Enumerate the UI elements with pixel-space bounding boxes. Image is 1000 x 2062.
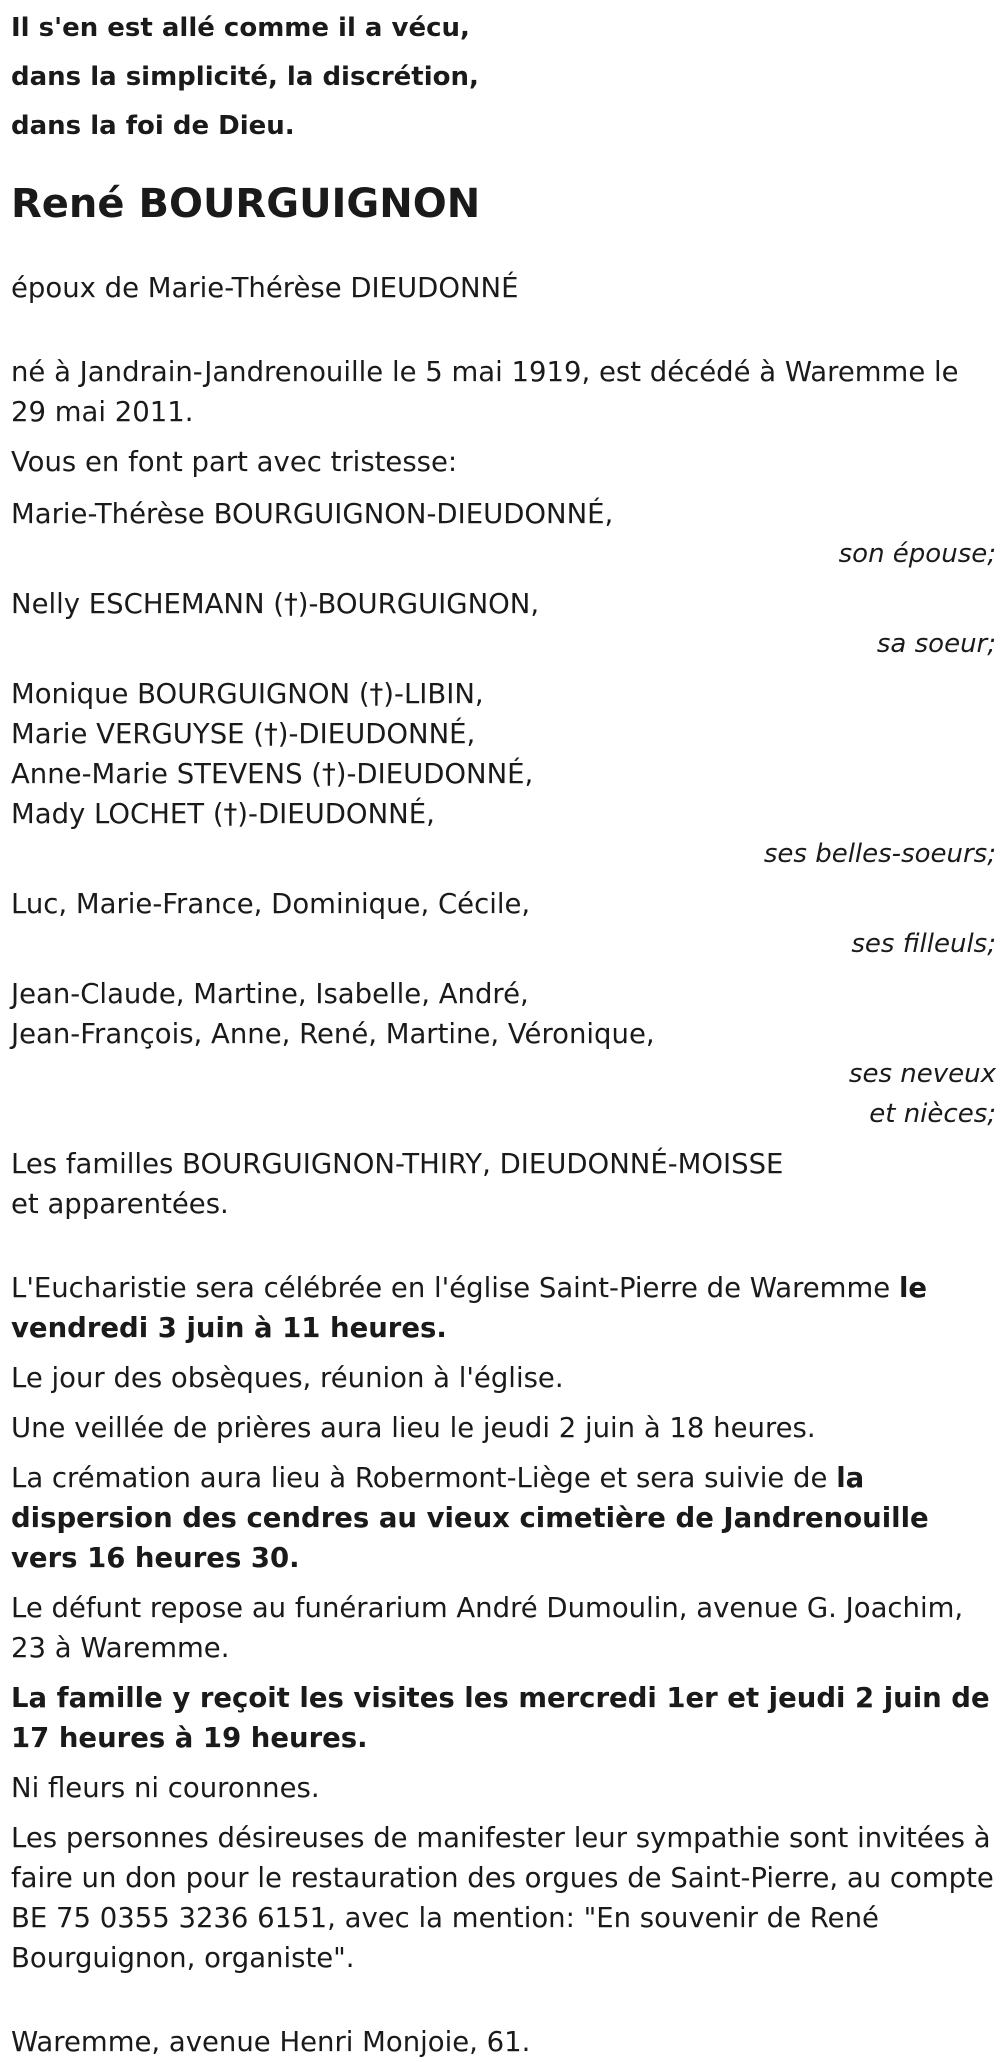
- family-role: ses neveux et nièces;: [848, 1059, 996, 1129]
- family-group-godchildren: [11, 884, 996, 964]
- family-role: sa soeur;: [876, 629, 996, 659]
- intro-verse: [11, 0, 996, 151]
- family-role: ses filleuls;: [851, 929, 996, 959]
- intro-line: dans la simplicité, la discrétion,: [11, 62, 479, 92]
- cremation-main: La crémation aura lieu à Robermont-Liège et sera suivie de: [11, 1462, 837, 1494]
- family-name-line: Marie-Thérèse BOURGUIGNON-DIEUDONNÉ,: [11, 498, 614, 530]
- family-name-line: Mady LOCHET (†)-DIEUDONNÉ,: [11, 798, 435, 830]
- birth-death-text: né à Jandrain-Jandrenouille le 5 mai 1919, est décédé à Waremme le 29 mai 2011.: [11, 356, 959, 428]
- family-name-line: Nelly ESCHEMANN (†)-BOURGUIGNON,: [11, 588, 540, 620]
- address-text: Waremme, avenue Henri Monjoie, 61.: [11, 2026, 531, 2058]
- family-name-line: Monique BOURGUIGNON (†)-LIBIN,: [11, 678, 484, 710]
- family-group-nephews-nieces: [11, 974, 996, 1134]
- eucharist-date: le vendredi 3 juin à 11 heures.: [11, 1272, 928, 1344]
- family-name-line: Jean-François, Anne, René, Martine, Véronique,: [11, 1018, 655, 1050]
- families-line: Les familles BOURGUIGNON-THIRY, DIEUDONNÉ-MOISSE: [11, 1148, 784, 1180]
- funeral-day-text: Le jour des obsèques, réunion à l'église.: [11, 1362, 564, 1394]
- donation-text: Les personnes désireuses de manifester leur sympathie sont invitées à faire un don pour le restauration des orgues de Saint-Pierre, au compte BE 75 0355 3236 6151, avec la mention: "En souvenir de René Bourguignon, organiste".: [11, 1822, 994, 1974]
- family-name-line: Anne-Marie STEVENS (†)-DIEUDONNÉ,: [11, 758, 534, 790]
- eucharist-main: L'Eucharistie sera célébrée en l'église Saint-Pierre de Waremme: [11, 1272, 899, 1304]
- eucharist-text: [11, 1268, 996, 1348]
- family-role: son épouse;: [838, 539, 996, 569]
- cremation-dispersion: la dispersion des cendres au vieux cimetière de Jandrenouille vers 16 heures 30.: [11, 1462, 929, 1574]
- cremation-text: [11, 1458, 996, 1578]
- family-group-spouse: [11, 494, 996, 574]
- family-group-sisters-in-law: [11, 674, 996, 874]
- deceased-name: René BOURGUIGNON: [11, 181, 481, 227]
- visits-text: La famille y reçoit les visites les mercredi 1er et jeudi 2 juin de 17 heures à 19 heures.: [11, 1682, 990, 1754]
- families-text: [11, 1144, 996, 1224]
- vigil-text: Une veillée de prières aura lieu le jeudi 2 juin à 18 heures.: [11, 1412, 816, 1444]
- announcement-text: Vous en font part avec tristesse:: [11, 446, 458, 478]
- families-line: et apparentées.: [11, 1188, 229, 1220]
- no-flowers-text: Ni fleurs ni couronnes.: [11, 1772, 320, 1804]
- intro-line: Il s'en est allé comme il a vécu,: [11, 13, 470, 43]
- family-group-sister: [11, 584, 996, 664]
- resting-place-text: Le défunt repose au funérarium André Dumoulin, avenue G. Joachim, 23 à Waremme.: [11, 1592, 964, 1664]
- family-name-line: Jean-Claude, Martine, Isabelle, André,: [11, 978, 529, 1010]
- spouse-line: époux de Marie-Thérèse DIEUDONNÉ: [11, 272, 519, 304]
- family-name-line: Luc, Marie-France, Dominique, Cécile,: [11, 888, 531, 920]
- family-role: ses belles-soeurs;: [763, 839, 996, 869]
- intro-line: dans la foi de Dieu.: [11, 111, 295, 141]
- family-name-line: Marie VERGUYSE (†)-DIEUDONNÉ,: [11, 718, 476, 750]
- obituary-content: [11, 0, 996, 2062]
